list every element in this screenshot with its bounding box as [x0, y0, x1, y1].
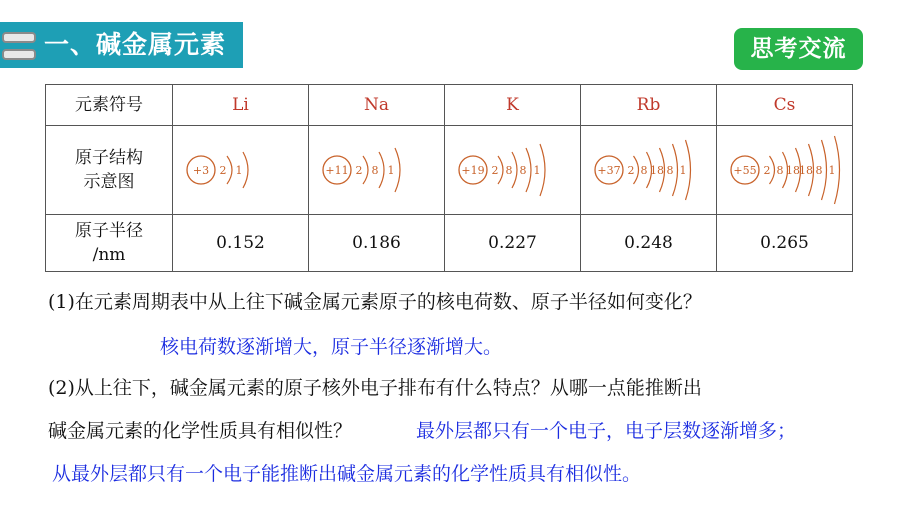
electron-shell-arc — [363, 156, 368, 184]
shell-electron-count: 2 — [355, 164, 362, 177]
binder-rings-icon — [0, 30, 34, 60]
table-row-radii — [46, 215, 853, 272]
question-2-line-2: 碱金属元素的化学性质具有相似性？ — [48, 420, 353, 442]
think-exchange-button[interactable]: 思考交流 — [734, 28, 863, 70]
atom-diagram-li — [181, 135, 301, 205]
shell-electron-count: 8 — [815, 164, 822, 177]
symbol-li: Li — [173, 85, 309, 126]
atom-diagram-na — [317, 135, 437, 205]
shell-electron-count: 8 — [666, 164, 673, 177]
radius-k: 0.227 — [445, 215, 581, 272]
electron-shell-arc — [498, 156, 503, 184]
shell-electron-count: 8 — [519, 164, 526, 177]
row-label-symbol: 元素符号 — [46, 85, 173, 126]
answer-2-part-2: 从最外层都只有一个电子能推断出碱金属元素的化学性质具有相似性。 — [52, 463, 642, 485]
alkali-metal-table — [45, 84, 853, 272]
shell-electron-count: 18 — [785, 164, 800, 177]
radius-na: 0.186 — [309, 215, 445, 272]
electron-shell-arc — [227, 156, 232, 184]
atom-diagram-cs — [725, 135, 845, 205]
electron-shell-arc — [526, 148, 531, 192]
row-label-radius — [46, 215, 173, 272]
answer-1: 核电荷数逐渐增大，原子半径逐渐增大。 — [160, 336, 503, 358]
radius-cs: 0.265 — [717, 215, 853, 272]
structure-cell-cs — [717, 126, 853, 215]
symbol-cs: Cs — [717, 85, 853, 126]
shell-electron-count: 1 — [679, 164, 686, 177]
symbol-k: K — [445, 85, 581, 126]
shell-electron-count: 1 — [235, 164, 242, 177]
shell-electron-count: 2 — [219, 164, 226, 177]
electron-shell-arc — [379, 152, 384, 188]
nucleus-charge: +3 — [192, 164, 209, 177]
shell-electron-count: 8 — [371, 164, 378, 177]
atom-diagram-rb — [589, 135, 709, 205]
page-title: 一、碱金属元素 — [44, 30, 227, 59]
electron-shell-arc — [395, 148, 400, 192]
nucleus-charge: +11 — [324, 164, 349, 177]
structure-cell-na — [309, 126, 445, 215]
row-label-radius-text: 原子半径 /nm — [75, 221, 143, 265]
electron-shell-arc — [512, 152, 517, 188]
shell-electron-count: 1 — [387, 164, 394, 177]
shell-electron-count: 18 — [649, 164, 664, 177]
shell-electron-count: 2 — [627, 164, 634, 177]
radius-li: 0.152 — [173, 215, 309, 272]
shell-electron-count: 1 — [533, 164, 540, 177]
electron-shell-arc — [243, 152, 248, 188]
symbol-na: Na — [309, 85, 445, 126]
row-label-structure — [46, 126, 173, 215]
structure-cell-li — [173, 126, 309, 215]
atom-diagram-k — [453, 135, 573, 205]
shell-electron-count: 1 — [828, 164, 835, 177]
symbol-rb: Rb — [581, 85, 717, 126]
radius-rb: 0.248 — [581, 215, 717, 272]
electron-shell-arc — [540, 144, 545, 196]
table-row-structures — [46, 126, 853, 215]
shell-electron-count: 8 — [505, 164, 512, 177]
shell-electron-count: 2 — [491, 164, 498, 177]
row-label-structure-text: 原子结构 示意图 — [75, 148, 143, 192]
question-1: (1)在元素周期表中从上往下碱金属元素原子的核电荷数、原子半径如何变化？ — [48, 291, 702, 313]
structure-cell-rb — [581, 126, 717, 215]
table-row-symbols — [46, 85, 853, 126]
nucleus-charge: +55 — [732, 164, 757, 177]
shell-electron-count: 8 — [776, 164, 783, 177]
nucleus-charge: +19 — [460, 164, 485, 177]
question-2-line-1: (2)从上往下，碱金属元素的原子核外电子排布有什么特点？从哪一点能推断出 — [48, 377, 702, 399]
nucleus-charge: +37 — [596, 164, 621, 177]
shell-electron-count: 2 — [763, 164, 770, 177]
shell-electron-count: 8 — [640, 164, 647, 177]
shell-electron-count: 18 — [798, 164, 813, 177]
answer-2-part-1: 最外层都只有一个电子，电子层数逐渐增多； — [416, 420, 797, 442]
structure-cell-k — [445, 126, 581, 215]
